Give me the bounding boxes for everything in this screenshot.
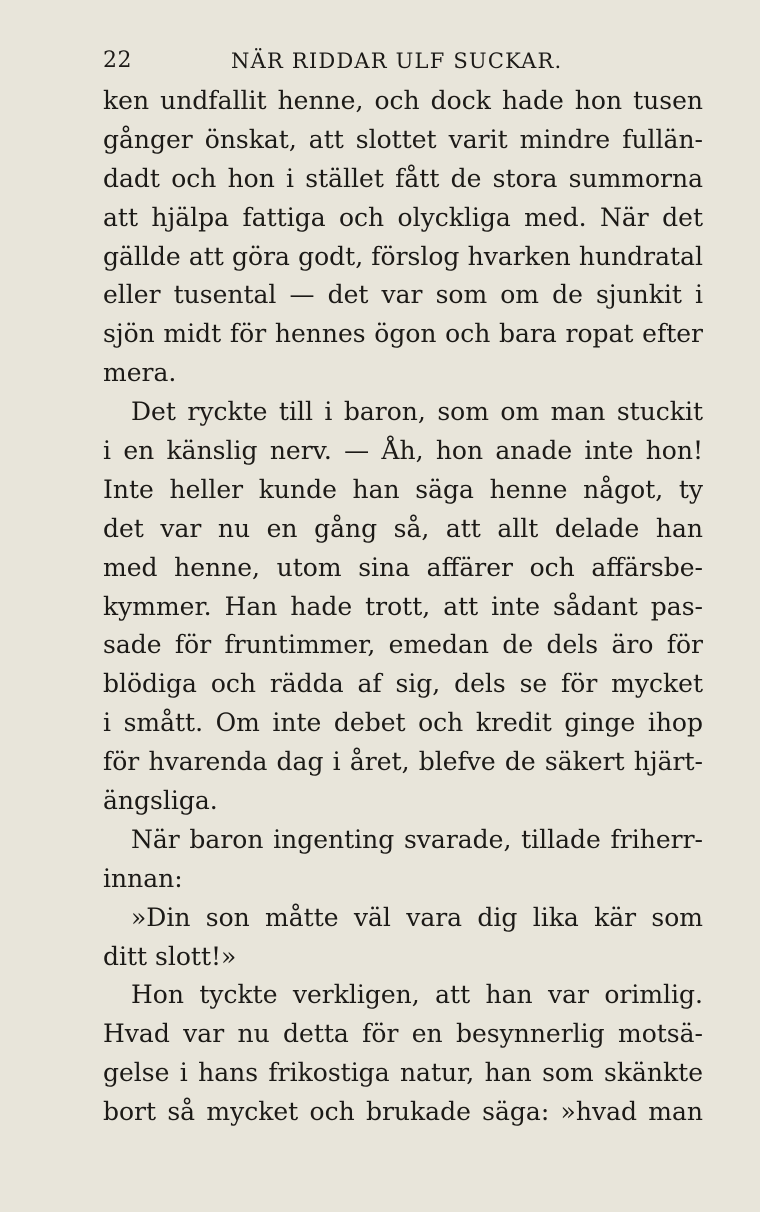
text-line: blödiga och rädda af sig, dels se för mycket bbox=[103, 669, 703, 699]
text-line: gånger önskat, att slottet varit mindre fullän- bbox=[103, 124, 703, 154]
text-line: eller tusental — det var som om de sjunkit i bbox=[103, 280, 703, 310]
text-line: det var nu en gång så, att allt delade han bbox=[103, 513, 703, 543]
text-line: ken undfallit henne, och dock hade hon tusen bbox=[103, 86, 703, 115]
text-line: Hvad var nu detta för en besynnerlig motsä- bbox=[103, 1019, 703, 1049]
text-line-paragraph-end: ditt slott!» bbox=[103, 941, 237, 971]
text-line: dadt och hon i stället fått de stora summorna bbox=[103, 163, 703, 193]
body-text bbox=[103, 82, 703, 1132]
text-line-paragraph-start: När baron ingenting svarade, tillade friherr- bbox=[131, 824, 703, 854]
text-line-paragraph-start: »Din son måtte väl vara dig lika kär som bbox=[131, 902, 703, 932]
text-line: gelse i hans frikostiga natur, han som skänkte bbox=[103, 1058, 703, 1088]
text-line: Inte heller kunde han säga henne något, ty bbox=[103, 474, 703, 504]
running-title: NÄR RIDDAR ULF SUCKAR. bbox=[231, 49, 563, 73]
text-line: med henne, utom sina affärer och affärsbe- bbox=[103, 552, 703, 582]
page-header bbox=[103, 44, 703, 78]
text-line-paragraph-end: innan: bbox=[103, 863, 183, 893]
text-line: kymmer. Han hade trott, att inte sådant pas- bbox=[103, 591, 703, 621]
page-number: 22 bbox=[103, 48, 132, 73]
text-line-paragraph-end: mera. bbox=[103, 358, 177, 388]
text-line: i en känslig nerv. — Åh, hon anade inte hon! bbox=[103, 436, 703, 466]
text-line: att hjälpa fattiga och olyckliga med. När det bbox=[103, 202, 703, 232]
text-line: i smått. Om inte debet och kredit ginge ihop bbox=[103, 708, 703, 738]
text-line-paragraph-start: Hon tyckte verkligen, att han var orimlig. bbox=[131, 980, 703, 1010]
text-line: gällde att göra godt, förslog hvarken hundratal bbox=[103, 241, 703, 271]
text-line-paragraph-start: Det ryckte till i baron, som om man stuckit bbox=[131, 397, 703, 427]
text-line: bort så mycket och brukade säga: »hvad man bbox=[103, 1097, 703, 1127]
text-line: sade för fruntimmer, emedan de dels äro för bbox=[103, 630, 703, 660]
text-line: sjön midt för hennes ögon och bara ropat efter bbox=[103, 319, 703, 349]
text-line-paragraph-end: ängsliga. bbox=[103, 786, 218, 816]
text-line: för hvarenda dag i året, blefve de säkert hjärt- bbox=[103, 747, 703, 777]
